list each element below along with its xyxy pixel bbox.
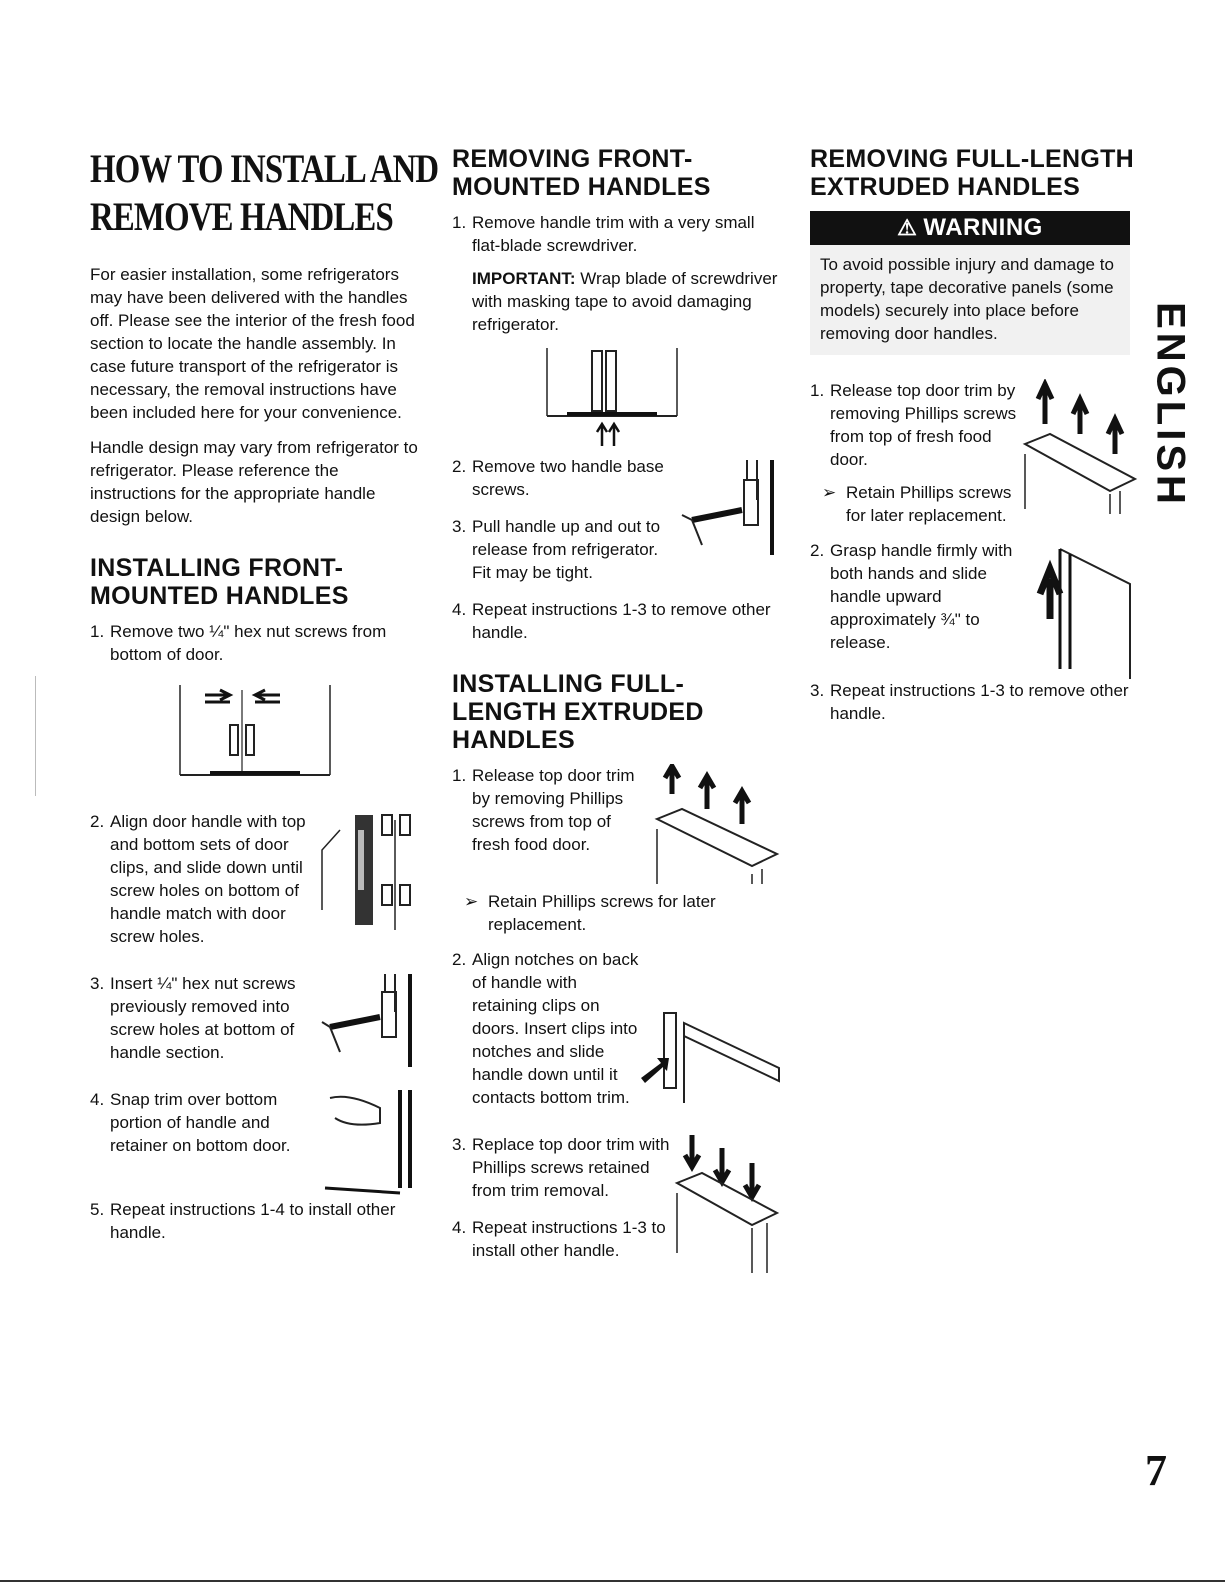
section-heading-remove-full: REMOVING FULL-LENGTH EXTRUDED HANDLES — [810, 145, 1135, 201]
step-text: Grasp handle firmly with both hands and slide handle upward approximately ¾" to release. — [830, 541, 1013, 652]
step-text: Release top door trim by removing Phillips screws from top of fresh food door. — [830, 381, 1017, 469]
title-line-1: HOW TO INSTALL AND — [90, 146, 439, 191]
pull-handle-illustration — [672, 455, 782, 565]
remove-full-note — [810, 481, 1020, 527]
note-arrow-icon: ➢ — [822, 483, 837, 502]
step-number: 2. — [452, 950, 467, 969]
remove-full-step-1-row — [810, 379, 1140, 539]
install-full-step-4 — [452, 1216, 672, 1262]
remove-trim-illustration — [1020, 379, 1140, 519]
remove-full-step-1 — [810, 379, 1020, 471]
step-number: 4. — [90, 1090, 105, 1109]
remove-front-step-4 — [452, 598, 782, 644]
intro — [90, 263, 420, 528]
insert-screw-illustration — [320, 972, 420, 1072]
language-tab — [1148, 290, 1192, 520]
section-heading-install-full: INSTALLING FULL-LENGTH EXTRUDED HANDLES — [452, 670, 704, 754]
step-number: 2. — [90, 812, 105, 831]
warning-text: To avoid possible injury and damage to property, tape decorative panels (some models) securely into place before removing door handles. — [820, 255, 1114, 343]
step-text: Pull handle up and out to release from refrigerator. Fit may be tight. — [472, 517, 661, 582]
step-text: Replace top door trim with Phillips screws retained from trim removal. — [472, 1135, 670, 1200]
important-text: Wrap blade of screwdriver with masking tape to avoid damaging refrigerator. — [472, 269, 778, 334]
column-remove-front-install-full — [452, 145, 782, 1283]
step-text: Remove two ¼" hex nut screws from bottom of door. — [110, 622, 387, 664]
section-heading-remove-front: REMOVING FRONT-MOUNTED HANDLES — [452, 145, 711, 201]
install-full-step-3 — [452, 1133, 672, 1202]
step-text: Remove two handle base screws. — [472, 457, 664, 499]
remove-front-steps-2-3 — [452, 455, 782, 598]
bottom-screws-illustration — [170, 680, 340, 790]
step-number: 1. — [452, 213, 467, 232]
step-text: Repeat instructions 1-3 to remove other handle. — [472, 600, 771, 642]
step-number: 1. — [452, 766, 467, 785]
install-full-note — [452, 890, 782, 936]
important-note — [472, 267, 782, 336]
remove-full-step-2 — [810, 539, 1030, 664]
warning-box — [810, 211, 1130, 355]
step-number: 2. — [452, 457, 467, 476]
step-3 — [90, 972, 320, 1074]
intro-paragraph-1: For easier installation, some refrigerators may have been delivered with the handles off. Please see the interior of the fresh food section to locate the handle assembly. In case future transport of the refrigerator is necessary, the removal instructions have been included here for your convenience. — [90, 265, 415, 422]
release-trim-illustration — [652, 764, 782, 884]
note-text: Retain Phillips screws for later replacement. — [846, 483, 1012, 525]
install-full-step-1 — [452, 764, 652, 866]
remove-front-step-2 — [452, 455, 672, 501]
intro-paragraph-2: Handle design may vary from refrigerator to refrigerator. Please reference the instructions for the appropriate handle design below. — [90, 438, 418, 526]
step-text: Repeat instructions 1-3 to remove other handle. — [830, 681, 1129, 723]
column-remove-full — [810, 145, 1140, 739]
step-text: Align notches on back of handle with retaining clips on doors. Insert clips into notches and slide handle down until it contacts bottom trim. — [472, 950, 639, 1107]
warning-label: WARNING — [923, 214, 1043, 241]
step-text: Repeat instructions 1-4 to install other handle. — [110, 1200, 396, 1242]
step-4 — [90, 1088, 320, 1167]
step-text: Release top door trim by removing Phillips screws from top of fresh food door. — [472, 766, 635, 854]
install-full-step-2 — [452, 948, 782, 1119]
warning-triangle-icon: ⚠ — [897, 215, 918, 240]
handle-trim-illustration — [542, 346, 702, 451]
step-2 — [90, 810, 320, 958]
align-notches-illustration — [639, 1003, 782, 1103]
step-text: Insert ¼" hex nut screws previously removed into screw holes at bottom of handle section. — [110, 974, 296, 1062]
step-number: 1. — [90, 622, 105, 641]
note-text: Retain Phillips screws for later replacement. — [488, 892, 716, 934]
align-handle-illustration — [320, 810, 420, 930]
step-number: 5. — [90, 1200, 105, 1219]
note-arrow-icon: ➢ — [464, 892, 479, 911]
step-number: 4. — [452, 600, 467, 619]
step-number: 2. — [810, 541, 825, 560]
page-number: 7 — [1145, 1446, 1167, 1495]
step-number: 3. — [90, 974, 105, 993]
step-text: Remove handle trim with a very small flat-blade screwdriver. — [472, 213, 755, 255]
install-full-step-1-row — [452, 764, 782, 884]
remove-full-step-3 — [810, 679, 1140, 725]
title-line-2: REMOVE HANDLES — [90, 194, 393, 239]
step-1 — [90, 620, 420, 666]
important-label: IMPORTANT: — [472, 269, 576, 288]
remove-front-step-3 — [452, 515, 672, 584]
section-heading-install-front: INSTALLING FRONT-MOUNTED HANDLES — [90, 554, 349, 610]
warning-header — [810, 211, 1130, 245]
replace-trim-illustration — [672, 1133, 782, 1283]
step-number: 3. — [810, 681, 825, 700]
page-title — [90, 145, 439, 241]
slide-handle-illustration — [1030, 539, 1140, 679]
step-3-row — [90, 972, 420, 1088]
step-text: Snap trim over bottom portion of handle and retainer on bottom door. — [110, 1090, 291, 1155]
snap-trim-illustration — [320, 1088, 420, 1198]
column-install-front — [90, 145, 439, 1258]
language-tab-label: ENGLISH — [1148, 302, 1193, 508]
step-5 — [90, 1198, 420, 1244]
step-number: 3. — [452, 517, 467, 536]
step-text: Repeat instructions 1-3 to install other handle. — [472, 1218, 666, 1260]
bottom-rule — [0, 1580, 1225, 1582]
step-number: 3. — [452, 1135, 467, 1154]
step-2-row — [90, 810, 420, 972]
step-text: Align door handle with top and bottom sets of door clips, and slide down until screw holes on bottom of handle match with door screw holes. — [110, 812, 306, 946]
remove-front-step-1 — [452, 211, 782, 336]
install-full-steps-3-4 — [452, 1133, 782, 1283]
step-number: 1. — [810, 381, 825, 400]
margin-rule — [35, 676, 36, 796]
step-number: 4. — [452, 1218, 467, 1237]
remove-full-step-2-row — [810, 539, 1140, 679]
step-4-row — [90, 1088, 420, 1198]
